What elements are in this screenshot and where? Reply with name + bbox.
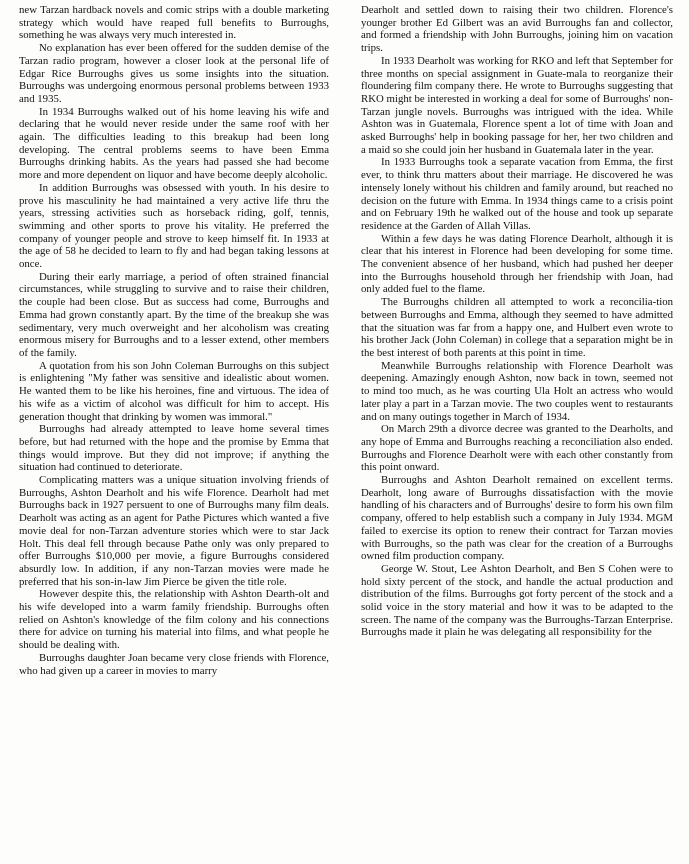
paragraph: On March 29th a divorce decree was granted to the Dearholts, and any hope of Emma and Burroughs reaching a reconciliation also ended. Burroughs and Florence Dearholt were with each other constantly from this point onward. — [361, 423, 673, 474]
paragraph: Within a few days he was dating Florence Dearholt, although it is clear that his interest in Florence had been developing for some time. The convenient absence of her husband, which had pushed her deeper into the Burroughs household through her friendship with Joan, had only added fuel to the flame. — [361, 232, 673, 296]
paragraph: In 1934 Burroughs walked out of his home leaving his wife and declaring that he would never reside under the same roof with her again. The difficulties leading to this breakup had been long developing. The central problems seems to have been Emma Burroughs drinking habits. As the years had passed she had become more and more dependent on liquor and have become deeply alcoholic. — [19, 105, 329, 182]
paragraph: In 1933 Burroughs took a separate vacation from Emma, the first ever, to think thru matters about their marriage. He discovered he was intensely lonely without his children and family around, but reached no decision on the future with Emma. In 1934 things came to a crisis point and on February 19th he walked out of the house and took up separate residence at the Garden of Allah Villas. — [361, 156, 673, 232]
paragraph: A quotation from his son John Coleman Burroughs on this subject is enlightening "My father was sensitive and idealistic about women. He wanted them to be like his heroines, fine and virtuous. The idea of his wife as a victim of alcohol was difficult for him to accept. His generation thought that drinking by women was immoral." — [19, 359, 329, 423]
paragraph: During their early marriage, a period of often strained financial circumstances, while struggling to survive and to raise their children, the couple had been close. But as success had come, Burroughs and Emma had grown constantly apart. By the time of the breakup she was sedimentary, very much overweight and her alcoholism was creating enormous misery for Burroughs and to a lesser extend, other members of the family. — [19, 270, 329, 359]
paragraph: In 1933 Dearholt was working for RKO and left that September for three months on special assignment in Guate-mala to reorganize their floundering film company there. He wrote to Burroughs suggesting that RKO might be interested in working a deal for some of Burroughs' non-Tarzan jungle novels. Burroughs was intrigued with the idea. While Ashton was in Guatemala, Florence spent a lot of time with Joan and asked Burroughs' help in booking passage for her, her two children and a maid so she could join her husband in Guatemala later in the year. — [361, 54, 673, 156]
paragraph: George W. Stout, Lee Ashton Dearholt, and Ben S Cohen were to hold sixty percent of the stock, and handle the actual production and distribution of the films. Burroughs got forty percent of the stock and a solid voice in the story material and how it was to be adapted to the screen. The name of the company was the Burroughs-Tarzan Enterprise. Burroughs made it plain he was delegating all responsibility for the — [361, 562, 673, 639]
paragraph: new Tarzan hardback novels and comic strips with a double marketing strategy which would have reaped full benefits to Burroughs, something he was always very much interested in. — [19, 4, 329, 42]
right-column — [361, 4, 673, 639]
paragraph: Burroughs daughter Joan became very close friends with Florence, who had given up a career in movies to marry — [19, 651, 329, 677]
paragraph: Burroughs had already attempted to leave home several times before, but had returned with the hope and the promise by Emma that things would improve. But they did not improve; if anything the situation had continued to deteriorate. — [19, 423, 329, 474]
paragraph: In addition Burroughs was obsessed with youth. In his desire to prove his masculinity he had maintained a very active life thru the years, stressing activities such as horseback riding, golf, tennis, swimming and other sports to prove his vitality. He preferred the company of younger people and strove to keep himself fit. In 1933 at the age of 58 he decided to learn to fly and had began taking lessons at once. — [19, 181, 329, 271]
paragraph: Dearholt and settled down to raising their two children. Florence's younger brother Ed Gilbert was an avid Burroughs fan and collector, and formed a friendship with John Burroughs, joining him on vacation trips. — [361, 4, 673, 55]
paragraph: The Burroughs children all attempted to work a reconcilia-tion between Burroughs and Emma, although they seemed to have admitted that the situation was far from a happy one, and Hulbert even wrote to his brother Jack (John Coleman) in college that a separation might be in the best interest of both parents at this point in time. — [361, 296, 673, 359]
paragraph: Burroughs and Ashton Dearholt remained on excellent terms. Dearholt, long aware of Burroughs dissatisfaction with the movie handling of his characters and of Burroughs' desire to form his own film company, offered to help establish such a company in July 1934. MGM failed to exercise its option to renew their contract for Tarzan movies with Burroughs, so the path was clear for the creation of a Burroughs owned film production company. — [361, 474, 673, 563]
left-column — [19, 4, 329, 677]
paragraph: No explanation has ever been offered for the sudden demise of the Tarzan radio program, however a closer look at the personal life of Edgar Rice Burroughs gives us some insights into the situation. Burroughs was undergoing enormous personal problems between 1933 and 1935. — [19, 42, 329, 105]
paragraph: Meanwhile Burroughs relationship with Florence Dearholt was deepening. Amazingly enough Ashton, now back in town, seemed not to mind too much, as he was courting Ula Holt an actress who would later play a part in a Tarzan movie. The two couples went to restaurants and on many outings together in March of 1934. — [361, 359, 673, 423]
paragraph: However despite this, the relationship with Ashton Dearth-olt and his wife developed into a warm family friendship. Burroughs often relied on Ashton's knowledge of the film colony and his connections there for advice on turning his material into films, and what people he should be dealing with. — [19, 588, 329, 652]
paragraph: Complicating matters was a unique situation involving friends of Burroughs, Ashton Dearholt and his wife Florence. Dearholt had met Burroughs back in 1927 persuent to one of Burroughs many film deals. Dearholt was acting as an agent for Pathe Pictures which wanted a five movie deal for non-Tarzan adventure stories which were to star Jack Holt. This deal fell through because Pathe only was only prepared to offer Burroughs $10,000 per movie, a figure Burroughs considered absurdly low. In addition, if any non-Tarzan movies were made he preferred that his son-in-law Jim Pierce be given the title role. — [19, 474, 329, 588]
